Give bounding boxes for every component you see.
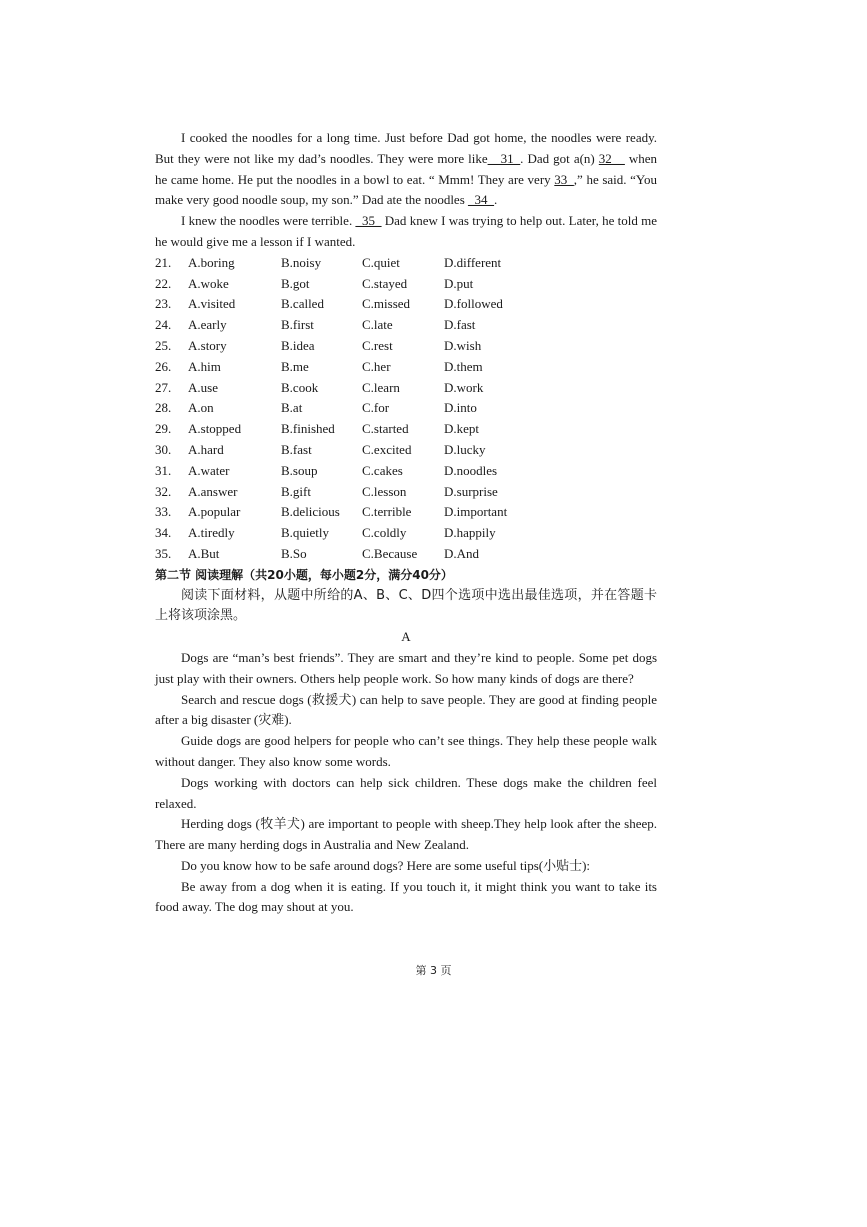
option-a: A.woke bbox=[188, 275, 229, 291]
cloze-paragraph-2 bbox=[155, 211, 657, 253]
choice-row bbox=[155, 294, 564, 315]
blank-32: 32__ bbox=[598, 150, 625, 166]
option-c: C.excited bbox=[362, 441, 412, 457]
blank-33: 33_ bbox=[554, 171, 574, 187]
cloze-text: Dad knew I was trying to help out. Later, he told me he would give me a lesson if I wanted. bbox=[155, 213, 658, 249]
option-c: C.learn bbox=[362, 379, 400, 395]
question-number: 33. bbox=[155, 504, 172, 520]
option-c: C.Because bbox=[362, 545, 418, 561]
choice-row bbox=[155, 378, 564, 399]
choice-row bbox=[155, 315, 564, 336]
option-b: B.gift bbox=[281, 483, 311, 499]
option-b: B.me bbox=[281, 358, 309, 374]
option-a: A.water bbox=[188, 462, 230, 478]
reading-paragraph: Dogs are “man’s best friends”. They are smart and they’re kind to people. Some pet dogs just play with their owners. Others help people work. So how many kinds of dogs are there? bbox=[155, 649, 657, 686]
option-d: D.And bbox=[444, 545, 480, 561]
option-d: D.followed bbox=[444, 296, 503, 312]
question-number: 23. bbox=[155, 296, 172, 312]
option-a: A.use bbox=[188, 379, 218, 395]
option-d: D.into bbox=[444, 400, 477, 416]
page-number: 第 3 页 bbox=[415, 964, 452, 977]
cloze-text: I knew the noodles were terrible. bbox=[181, 213, 353, 229]
question-number: 21. bbox=[155, 254, 172, 270]
question-number: 27. bbox=[155, 379, 172, 395]
blank-31: __31_ bbox=[487, 150, 521, 166]
reading-paragraph: Do you know how to be safe around dogs? Here are some useful tips(小贴士): bbox=[181, 857, 591, 873]
option-b: B.So bbox=[281, 545, 307, 561]
question-number: 29. bbox=[155, 421, 172, 437]
reading-paragraph: Guide dogs are good helpers for people who can’t see things. They help these people walk without danger. They also know some words. bbox=[155, 733, 657, 769]
option-b: B.delicious bbox=[281, 504, 340, 520]
option-b: B.at bbox=[281, 400, 303, 416]
option-d: D.fast bbox=[444, 317, 476, 333]
option-c: C.lesson bbox=[362, 483, 407, 499]
option-d: D.different bbox=[444, 254, 502, 270]
exam-page bbox=[155, 128, 657, 918]
option-c: C.cakes bbox=[362, 462, 403, 478]
cloze-text: when he came home. He put the noodles in a bowl to eat. “ Mmm! They are very bbox=[155, 150, 658, 187]
cloze-paragraph-1 bbox=[155, 128, 657, 211]
option-a: A.But bbox=[188, 545, 220, 561]
cloze-text: I cooked the noodles for a long time. Just before Dad got home, the noodles were ready. But they were not like my dad’s noodles. They were more like bbox=[155, 130, 657, 166]
option-c: C.quiet bbox=[362, 254, 400, 270]
option-c: C.for bbox=[362, 400, 390, 416]
section-instruction: 阅读下面材料，从题中所给的A、B、C、D四个选项中选出最佳选项，并在答题卡上将该项涂黑。 bbox=[155, 587, 657, 624]
section-title: 第二节 阅读理解（共20小题，每小题2分，满分40分） bbox=[155, 567, 453, 582]
choice-row bbox=[155, 357, 564, 378]
choice-row bbox=[155, 461, 564, 482]
option-c: C.stayed bbox=[362, 275, 408, 291]
option-b: B.noisy bbox=[281, 254, 322, 270]
option-a: A.popular bbox=[188, 504, 241, 520]
cloze-text: . Dad got a(n) bbox=[520, 150, 595, 166]
option-b: B.called bbox=[281, 296, 324, 312]
option-c: C.terrible bbox=[362, 504, 412, 520]
option-d: D.happily bbox=[444, 525, 496, 541]
option-d: D.surprise bbox=[444, 483, 498, 499]
option-a: A.story bbox=[188, 337, 227, 353]
option-d: D.put bbox=[444, 275, 474, 291]
option-a: A.stopped bbox=[188, 421, 242, 437]
option-b: B.soup bbox=[281, 462, 318, 478]
passage-label: A bbox=[401, 629, 411, 645]
choice-row bbox=[155, 274, 564, 295]
question-number: 31. bbox=[155, 462, 172, 478]
cloze-text: . bbox=[494, 192, 498, 208]
cloze-text: ,” he said. “You make very good noodle soup, my son.” Dad ate the noodles bbox=[155, 171, 658, 208]
option-a: A.visited bbox=[188, 296, 236, 312]
reading-paragraph: Dogs working with doctors can help sick children. These dogs make the children feel relaxed. bbox=[155, 774, 657, 811]
blank-34: _34_ bbox=[468, 192, 495, 208]
choices-table bbox=[155, 253, 564, 565]
choice-row bbox=[155, 398, 564, 419]
question-number: 28. bbox=[155, 400, 172, 416]
option-c: C.started bbox=[362, 421, 409, 437]
question-number: 30. bbox=[155, 441, 172, 457]
option-d: D.lucky bbox=[444, 441, 486, 457]
option-d: D.work bbox=[444, 379, 484, 395]
option-a: A.on bbox=[188, 400, 214, 416]
choice-row bbox=[155, 523, 564, 544]
question-number: 22. bbox=[155, 275, 172, 291]
option-b: B.first bbox=[281, 317, 314, 333]
reading-paragraph: Search and rescue dogs (救援犬) can help to save people. They are good at finding people after a big disaster (灾难). bbox=[155, 691, 657, 728]
option-c: C.her bbox=[362, 358, 391, 374]
option-b: B.finished bbox=[281, 421, 335, 437]
choice-row bbox=[155, 502, 564, 523]
reading-passage bbox=[155, 648, 657, 918]
option-d: D.kept bbox=[444, 421, 480, 437]
option-d: D.wish bbox=[444, 337, 482, 353]
choice-row bbox=[155, 482, 564, 503]
choice-row bbox=[155, 440, 564, 461]
choice-row bbox=[155, 336, 564, 357]
option-b: B.cook bbox=[281, 379, 319, 395]
reading-paragraph: Herding dogs (牧羊犬) are important to people with sheep.They help look after the sheep. There are many herding dogs in Australia and New Zealand. bbox=[155, 816, 657, 853]
option-a: A.boring bbox=[188, 254, 235, 270]
option-b: B.fast bbox=[281, 441, 312, 457]
question-number: 24. bbox=[155, 317, 172, 333]
option-d: D.noodles bbox=[444, 462, 498, 478]
option-c: C.missed bbox=[362, 296, 411, 312]
option-c: C.coldly bbox=[362, 525, 407, 541]
option-a: A.answer bbox=[188, 483, 238, 499]
option-a: A.him bbox=[188, 358, 221, 374]
option-d: D.them bbox=[444, 358, 483, 374]
question-number: 25. bbox=[155, 337, 172, 353]
question-number: 34. bbox=[155, 525, 172, 541]
option-b: B.got bbox=[281, 275, 310, 291]
question-number: 26. bbox=[155, 358, 172, 374]
option-d: D.important bbox=[444, 504, 508, 520]
blank-35: _35_ bbox=[355, 213, 382, 229]
option-b: B.idea bbox=[281, 337, 315, 353]
choice-row bbox=[155, 253, 564, 274]
choice-row bbox=[155, 419, 564, 440]
option-b: B.quietly bbox=[281, 525, 330, 541]
option-c: C.rest bbox=[362, 337, 393, 353]
option-a: A.tiredly bbox=[188, 525, 235, 541]
option-a: A.early bbox=[188, 317, 227, 333]
question-number: 35. bbox=[155, 545, 172, 561]
question-number: 32. bbox=[155, 483, 172, 499]
reading-paragraph: Be away from a dog when it is eating. If you touch it, it might think you want to take its food away. The dog may shout at you. bbox=[155, 878, 657, 915]
choice-row bbox=[155, 544, 564, 565]
option-a: A.hard bbox=[188, 441, 224, 457]
option-c: C.late bbox=[362, 317, 393, 333]
